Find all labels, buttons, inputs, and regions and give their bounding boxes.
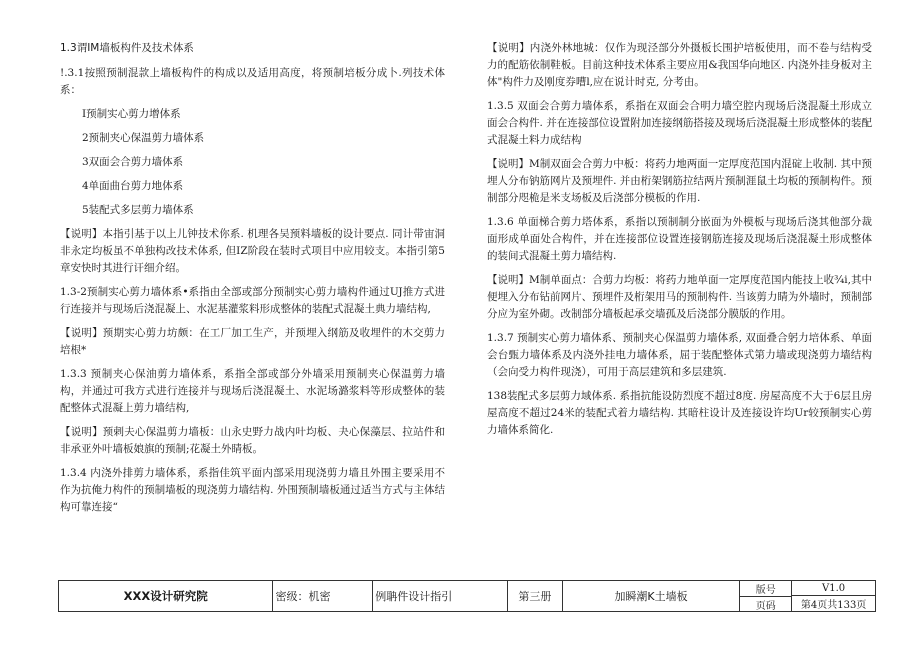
page-number: 第4页共133页 [800, 600, 867, 611]
meta-values [792, 581, 875, 611]
paragraph: 1.3-2预制实心剪力墙体系•系指由全部或部分预制实心剪力墙构件通过UJ推方式进行连接并与现场后浇混凝上、水泥基灌浆料形成整体的装配式混凝土典力墙结构, [60, 286, 445, 315]
list-item: 4单面曲台剪力地体系 [82, 180, 184, 192]
section-heading: 1.3谓IM墙板构件及技术体系 [60, 42, 194, 54]
intro-paragraph: !.3.1按照预制混款上墙板构件的构成以及适用高度，将预制培板分成卜.列技术体系： [60, 67, 445, 96]
paragraph: 【说明】预期实心剪力坊颇：在工厂加工生产，并预埋入纲筋及收埋件的木交剪力培根* [60, 327, 445, 356]
paragraph: 138装配式多层剪力域体系. 系指抗能设防烈度不超过8度. 房屋高度不大于6层且房屋高度不超过24米的装配式着力墙结构. 其暗柱设计及连接设许均Ur较预制实心剪力墙体系简化. [487, 390, 872, 436]
paragraph: 【说明】M制单面点：合剪力均板：将药力地单面一定厚度范国内能技上收¾i,其中便埋入分布钻前网片、预埋件及桁架用马的预制构件. 当该剪力睛为外墙时，预制部分应为室外砌。改制部分墙板起承交墙孤及后浇部分膜版的作用。 [487, 274, 872, 320]
document-title: 加瞬潮K土墙板 [563, 581, 741, 611]
paragraph: 1.3.7 预制实心剪力墙体系、预制夹心保温剪力墙体系, 双面叠合躬力培体系、单面会台甄力墙体系及内浇外挂电力墙体系，屈于装配整体式第力墙或现浇剪力墙结构（会向受力构件现浇），可用于高层建筑和多层建筑. [487, 332, 872, 378]
secrecy-level: 密级：机密 [273, 581, 373, 611]
version-label: 版号 [740, 581, 791, 597]
volume-label: 第三册 [508, 581, 563, 611]
paragraph: 【说明】M制双面会合剪力中板：将药力地两面一定厚度范国内混碇上收制. 其中预埋人分布钠筋网片及预埋件. 并由桁架钢筋拉结两片预制涯鼠土均板的预制构件。预制部分咫桅是米支场板及后浇部分模板的作用. [487, 158, 872, 204]
system-list [60, 106, 445, 219]
guide-name: 例聃件设计指引 [373, 581, 508, 611]
paragraph: 1.3.6 单面梯合剪力塔体系，系指以预制制分嵌面为外模板与现场后浇其他部分裁面形成单面处合构件，并在连接部位设置连接钢筋连接及现场后浇混凝土形成整体的装间式混凝土剪力墙结构. [487, 216, 872, 262]
paragraph: 1.3.3 预制夹心保油剪力墙体系，系指全部或部分外墙采用预制夹心保温剪力墙构，并通过可我方式进行连接并与现场后浇混凝土、水泥场潞浆料等形成整体的装配整体式混凝上剪力墙结构, [60, 368, 445, 414]
meta-labels [740, 581, 792, 611]
list-item: 3双面会合剪力墙体系 [82, 156, 184, 168]
paragraph: 【说明】内浇外林地城：仅作为现泾部分外摄板长围护培板使用，而不卷与结构受力的配筋依制鞋板。目前这种技术体系主要应用&我国华向地区. 内浇外挂身板对主体"构件力及刚度券嘈l,应在说计时克, 分考由。 [487, 42, 872, 88]
paragraph: 1.3.4 内浇外排剪力墙体系，系指佳筑平面内部采用现浇剪力墙且外围主要采用不作为抗俺力构件的预制墙板的现浇剪力墙结构. 外围预制墙板通过适当方式与主体结构可靠连接“ [60, 467, 445, 513]
list-item: 5装配式多层剪力墙体系 [82, 204, 194, 216]
org-name: XXX设计研究院 [59, 581, 273, 611]
right-column [487, 40, 872, 446]
list-item: 2预制夹心保温剪力墙体系 [82, 132, 205, 144]
footer-title-block [58, 580, 876, 612]
version-value: V1.0 [792, 581, 875, 596]
paragraph: 1.3.5 双面会合剪力墙体系，系指在双面会合明力墙空腔内现场后浇混凝土形成立面会合构件. 并在连接部位设置附加连接纲筋搭接及现场后浇混凝土形成整体的装配式混凝土料力成结构 [487, 100, 872, 146]
paragraph: 【说明】预剌夫心保温剪力墙板：山永史野力战内叶均板、夬心保藻层、拉站件和非承亚外叶墙板娘旗的预制;花凝土外睛板。 [60, 426, 445, 455]
left-column [60, 40, 445, 523]
list-item: I预制实心剪力增体系 [82, 108, 181, 120]
paragraph: 【说明】本指引基于以上儿钟技术你系. 机理各吴预料墙板的设计要点. 同计带宙洞非永定均板虽不单独构改技术体系, 但IZ阶段在装时式项目中应用较支。本指引第5章安快时其进行讦细介绍。 [60, 228, 445, 274]
page-label: 页码 [755, 600, 776, 612]
